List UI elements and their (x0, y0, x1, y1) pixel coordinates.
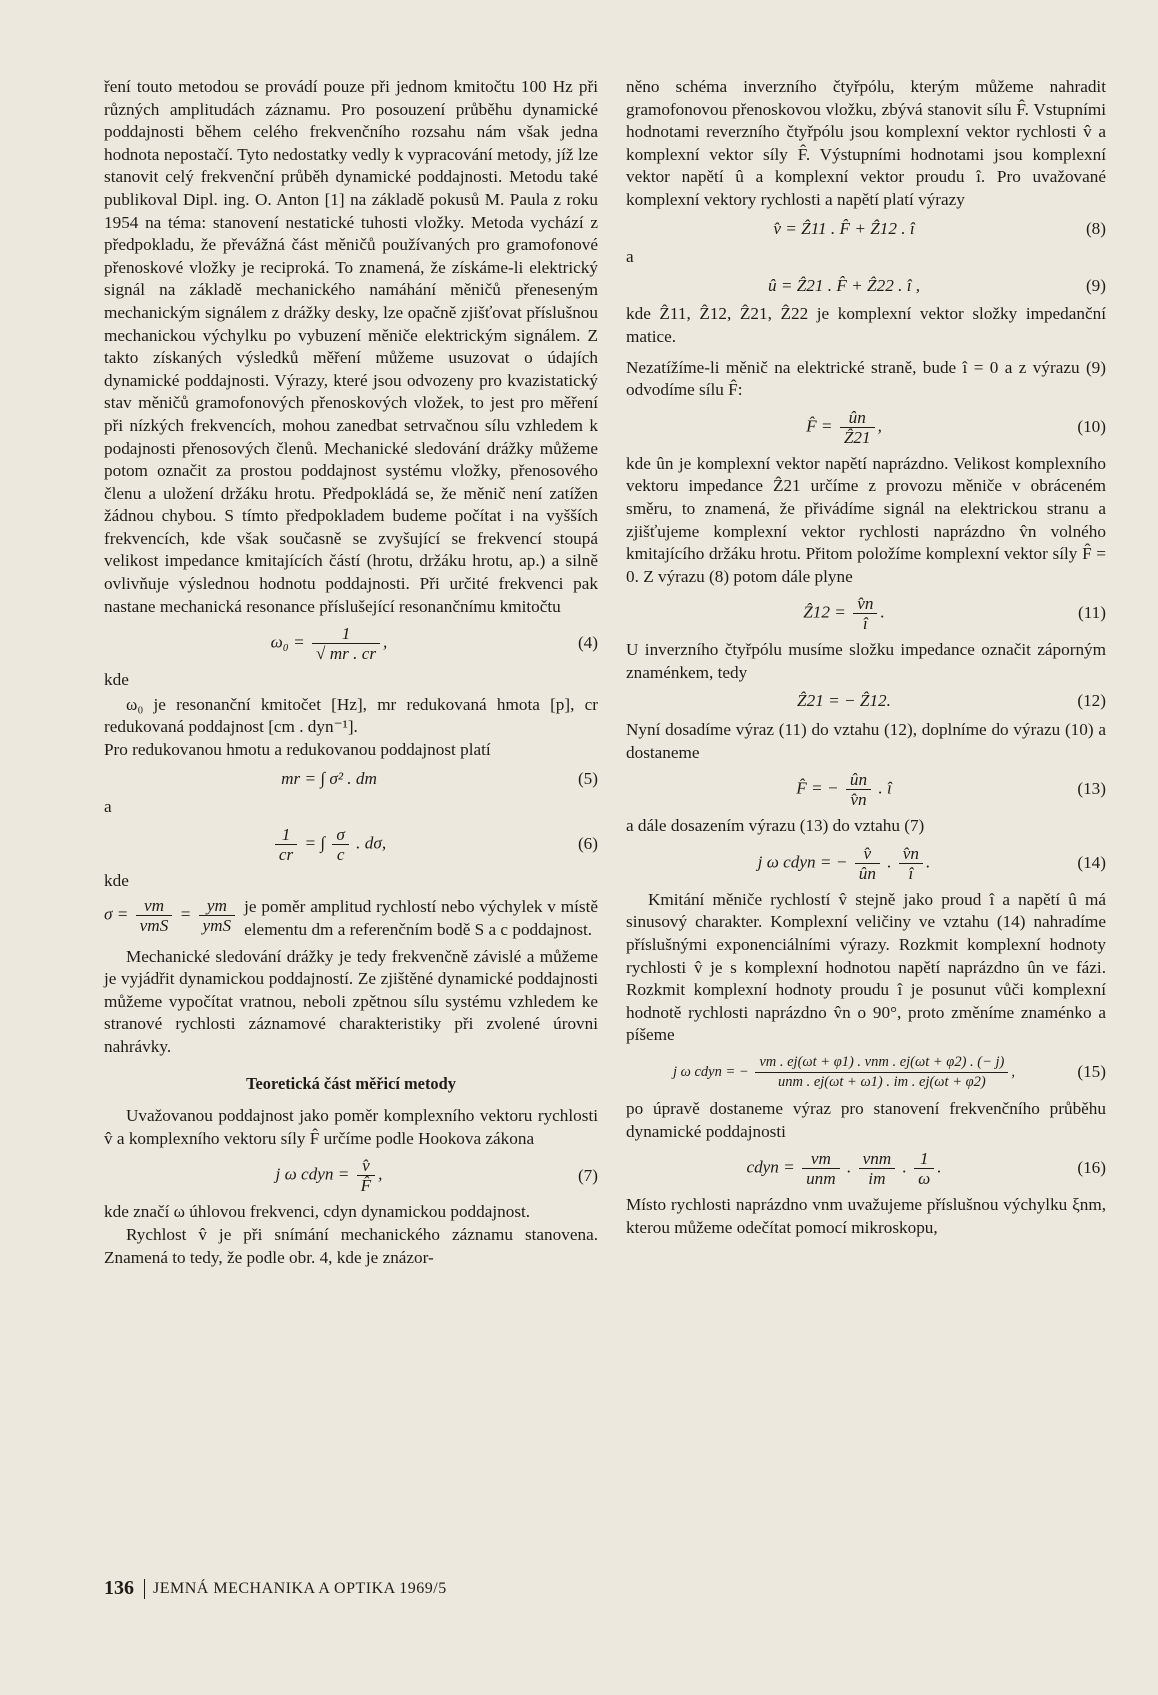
equation-number: (9) (1085, 275, 1106, 295)
equation-number: (7) (577, 1165, 598, 1185)
denominator: cr (278, 844, 294, 864)
numerator: ûn (840, 408, 875, 428)
paragraph: Pro redukovanou hmotu a redukovanou poddajnost platí (104, 740, 491, 760)
denominator: Ẑ21 (843, 427, 871, 447)
eq-tail: , (877, 416, 882, 436)
fraction (136, 896, 173, 935)
fraction (840, 408, 875, 447)
denominator: unm . ej(ωt + ω1) . im . ej(ωt + φ2) (778, 1074, 986, 1090)
kde-label: kde (104, 670, 129, 690)
dot-operator: . (887, 852, 892, 872)
eq-tail: . (880, 602, 885, 622)
equation-number: (10) (1077, 416, 1106, 436)
equation-4: ω₀ = $\frac{1}{√ mr . cr}$ , (4) (270, 624, 598, 664)
eq-body: v̂ = Ẑ11 . F̂ + Ẑ12 . î (773, 218, 915, 238)
equation-number: (12) (1077, 691, 1106, 711)
numerator: ym (199, 896, 236, 916)
equation-number: (16) (1077, 1158, 1106, 1178)
equation-8 (626, 218, 1106, 241)
equation-number: (4) (577, 633, 598, 653)
equation-number: (13) (1077, 779, 1106, 799)
numerator: v̂n (853, 594, 877, 614)
numerator: v̂n (899, 844, 923, 864)
page-footer (104, 1577, 447, 1600)
eq-lhs: cdyn = (746, 1157, 795, 1177)
denominator: î (862, 614, 868, 634)
equation-13 (626, 770, 1106, 809)
sigma-definition (104, 896, 598, 941)
page-number: 136 (104, 1577, 134, 1599)
journal-title: JEMNÁ MECHANIKA A OPTIKA 1969/5 (153, 1579, 447, 1597)
paragraph: kde ûn je komplexní vektor napětí naprázdno. Velikost komplexního vektoru impedance Ẑ21 určíme z provozu měniče v obráceném směru, to znamená, že přivádíme signál na elektrickou stranu a zjišťujeme komplexní vektor rychlosti naprázdno v̂n volného kmitajícího držáku hrotu. Přitom položíme komplexní vektor síly F̂ = 0. Z výrazu (8) potom dále plyne (626, 453, 1106, 586)
eq-body: mr = ∫ σ² . dm (281, 768, 377, 788)
numerator: v̂ (357, 1156, 376, 1176)
fraction (357, 1156, 376, 1195)
denominator: √ mr . cr (315, 644, 377, 664)
dot-operator: . (902, 1157, 907, 1177)
section-heading: Teoretická část měřicí metody (246, 1073, 456, 1093)
left-column (104, 76, 598, 1269)
numerator: vm (136, 896, 173, 916)
integral-sign: = ∫ (304, 833, 326, 853)
eq-body: Ẑ21 = − Ẑ12. (797, 691, 891, 711)
equation-15 (626, 1053, 1106, 1092)
paragraph: Rychlost v̂ je při snímání mechanického záznamu stanovena. Znamená to tedy, že podle obr. 4, kde je znázor- (104, 1224, 598, 1267)
paragraph: Nezatížíme-li měnič na elektrické straně, bude î = 0 a z výrazu (9) odvodíme sílu F̂: (626, 357, 1106, 400)
dot-operator: . (846, 1157, 852, 1177)
equation-5 (104, 768, 598, 791)
equation-number: (8) (1085, 218, 1106, 238)
fraction (312, 624, 380, 663)
numerator: σ (332, 825, 348, 845)
numerator: vnm (859, 1149, 896, 1169)
eq-body: û = Ẑ21 . F̂ + Ẑ22 . î , (767, 275, 921, 295)
fraction (859, 1149, 896, 1188)
denominator: im (868, 1169, 886, 1189)
paragraph: Místo rychlosti naprázdno vnm uvažujeme příslušnou výchylku ξnm, kterou můžeme odečítat pomocí mikroskopu, (626, 1195, 1106, 1237)
numerator: v̂ (855, 844, 880, 864)
eq-lhs: ω₀ = (270, 632, 305, 652)
equation-7 (104, 1156, 598, 1195)
paragraph: Kmitání měniče rychlostí v̂ stejně jako proud î a napětí û má sinusový charakter. Komplexní veličiny ve vztahu (14) nahradíme příslušnými exponenciálními výrazy. Rozkmit komplexní hodnoty rychlosti v̂ je s komplexní hodnotou napětí naprázdno ûn ve fázi. Rozkmit komplexní hodnoty proudu î je posunut vůči komplexní hodnotě rychlosti naprázdno v̂n o 90°, proto změníme znaménko a píšeme (626, 889, 1106, 1045)
fraction (275, 825, 297, 864)
paragraph: ření touto metodou se provádí pouze při jednom kmitočtu 100 Hz při různých amplitudách záznamu. Pro posouzení průběhu dynamické poddajnosti během celého frekvenčního rozsahu nám však jedna hodnota nepostačí. Tyto nedostatky vedly k vypracování metody, jíž lze stanovit celý frekvenční průběh dynamické poddajnosti. Metodu také publikoval Dipl. ing. O. Anton [1] na základě pokusů M. Paula z roku 1954 na téma: stanovení nestatické tuhosti vložky. Metoda vychází z předpokladu, že převážná část měničů používaných pro gramofonové přenoskové vložky je reciproká. To znamená, že získáme-li elektrický signál na základě mechanického namáhání měničů přeneseným mechanickým signálem z drážky desky, lze opačně zjišťovat příslušnou mechanickou výchylku po vybuzení měniče elektrickým signálem. Z takto získaných výsledků měření můžeme usuzovat o údajích dynamické poddajnosti. Výrazy, které jsou odvozeny pro kvazistatický stav měničů gramofonových přenoskových vložek, to jest pro měření při nízkých frekvencích, mohou zanedbat setrvačnou sílu vzhledem k podajnosti přenosových členů. Mechanické sledování drážky můžeme potom označit za prostou poddajnost systému vložky, přenosového členu a uložení držáku hrotu. Předpokládá se, že měnič není zatížen žádnou chybou. S tímto předpokladem budeme počítat i na vyšších frekvencích, kde však současně se zvyšující se frekvencí stoupá velikost impedance kmitajících částí (hrotu, držáku hrotu, ap.) a silně ovlivňuje výslednou hodnotu poddajnosti. Při určité frekvenci pak nastane mechanická resonance příslušející resonančnímu kmitočtu (104, 77, 598, 616)
fraction (332, 825, 348, 864)
paragraph: kde značí ω úhlovou frekvenci, cdyn dynamickou poddajnost. (104, 1202, 531, 1222)
equation-9 (626, 275, 1106, 298)
equation-10 (626, 408, 1106, 447)
numerator: vm (802, 1149, 840, 1169)
eq-lhs: F̂ = (806, 416, 833, 436)
denominator: F̂ (360, 1176, 372, 1196)
footer-divider (144, 1579, 145, 1599)
paragraph: Uvažovanou poddajnost jako poměr komplexního vektoru rychlosti v̂ a komplexního vektoru síly F̂ určíme podle Hookova zákona (104, 1106, 598, 1148)
equation-number: (5) (577, 768, 598, 788)
eq-lhs: j ω cdyn = − (672, 1063, 749, 1080)
equals-sign: = (179, 904, 192, 924)
fraction (855, 844, 880, 883)
eq-lhs: F̂ = − (796, 778, 839, 798)
numerator: 1 (914, 1149, 934, 1169)
paragraph: U inverzního čtyřpólu musíme složku impedance označit záporným znaménkem, tedy (626, 640, 1106, 682)
sigma-lhs: σ = (104, 904, 129, 924)
paragraph: po úpravě dostaneme výraz pro stanovení frekvenčního průběhu dynamické poddajnosti (626, 1099, 1106, 1141)
equation-number: (11) (1078, 603, 1106, 623)
denominator: c (336, 844, 345, 864)
a-label: a (626, 247, 634, 267)
numerator: vm . ej(ωt + φ1) . vnm . ej(ωt + φ2) . (− j) (755, 1053, 1008, 1073)
denominator: unm (806, 1169, 836, 1189)
equation-16 (626, 1149, 1106, 1188)
right-column (626, 76, 1106, 1239)
sigma-text: je poměr amplitud rychlostí nebo výchylek v místě elementu dm a referenčním bodě S a c poddajnost. (244, 897, 598, 939)
denominator: vmS (139, 916, 169, 936)
fraction (199, 896, 236, 935)
definition: ω₀ je resonanční kmitočet [Hz], mr redukovaná hmota [p], cr redukovaná poddajnost [cm . dyn⁻¹]. (104, 694, 598, 737)
eq-tail: . î (878, 778, 892, 798)
equation-12 (626, 690, 1106, 713)
equation-6 (104, 825, 598, 864)
paragraph: něno schéma inverzního čtyřpólu, kterým můžeme nahradit gramofonovou přenoskovou vložku, zbývá stanovit sílu F̂. Vstupními hodnotami reverzního čtyřpólu jsou komplexní vektor rychlosti v̂ a komplexní vektor síly F̂. Výstupními hodnotami jsou komplexní vektor napětí û a komplexní vektor proudu î. Pro uvažované komplexní vektory rychlosti a napětí platí výrazy (626, 77, 1106, 209)
denominator: ω (918, 1169, 931, 1189)
fraction (853, 594, 877, 633)
equation-number: (14) (1077, 853, 1106, 873)
denominator: v̂n (850, 790, 867, 810)
fraction (802, 1149, 840, 1188)
fraction (899, 844, 923, 883)
eq-lhs: Ẑ12 = (803, 602, 846, 622)
a-label: a (104, 797, 112, 817)
numerator: ûn (846, 770, 871, 790)
eq-tail: . (926, 852, 931, 872)
denominator: ûn (858, 863, 876, 883)
paragraph: Mechanické sledování drážky je tedy frekvenčně závislé a můžeme je vyjádřit dynamickou poddajností. Ze zjištěné dynamické poddajnosti můžeme vypočítat vratnou, neboli zpětnou sílu systému vzhledem ke stranové rychlosti záznamové charakteristiky při zvolené úrovni nahrávky. (104, 946, 598, 1056)
equation-14 (626, 844, 1106, 883)
kde-label: kde (104, 870, 129, 890)
paragraph: a dále dosazením výrazu (13) do vztahu (7) (626, 816, 925, 836)
paragraph: Nyní dosadíme výraz (11) do vztahu (12), doplníme do výrazu (10) a dostaneme (626, 720, 1106, 762)
eq-lhs: j ω cdyn = − (757, 852, 848, 872)
eq-lhs: j ω cdyn = (275, 1164, 350, 1184)
fraction (755, 1053, 1008, 1092)
equation-number: (15) (1077, 1062, 1106, 1082)
eq-tail: , (1011, 1063, 1016, 1080)
denominator: î (908, 863, 914, 883)
paragraph: kde Ẑ11, Ẑ12, Ẑ21, Ẑ22 je komplexní vektor složky impedanční matice. (626, 304, 1106, 346)
eq-tail: , (378, 1164, 383, 1184)
fraction (914, 1149, 934, 1188)
fraction (846, 770, 871, 809)
eq-tail: . dσ, (356, 833, 387, 853)
eq-tail: . (937, 1157, 942, 1177)
numerator: 1 (312, 624, 380, 644)
denominator: ymS (202, 916, 232, 936)
equation-11 (626, 594, 1106, 633)
numerator: 1 (275, 825, 297, 845)
equation-number: (6) (577, 834, 598, 854)
